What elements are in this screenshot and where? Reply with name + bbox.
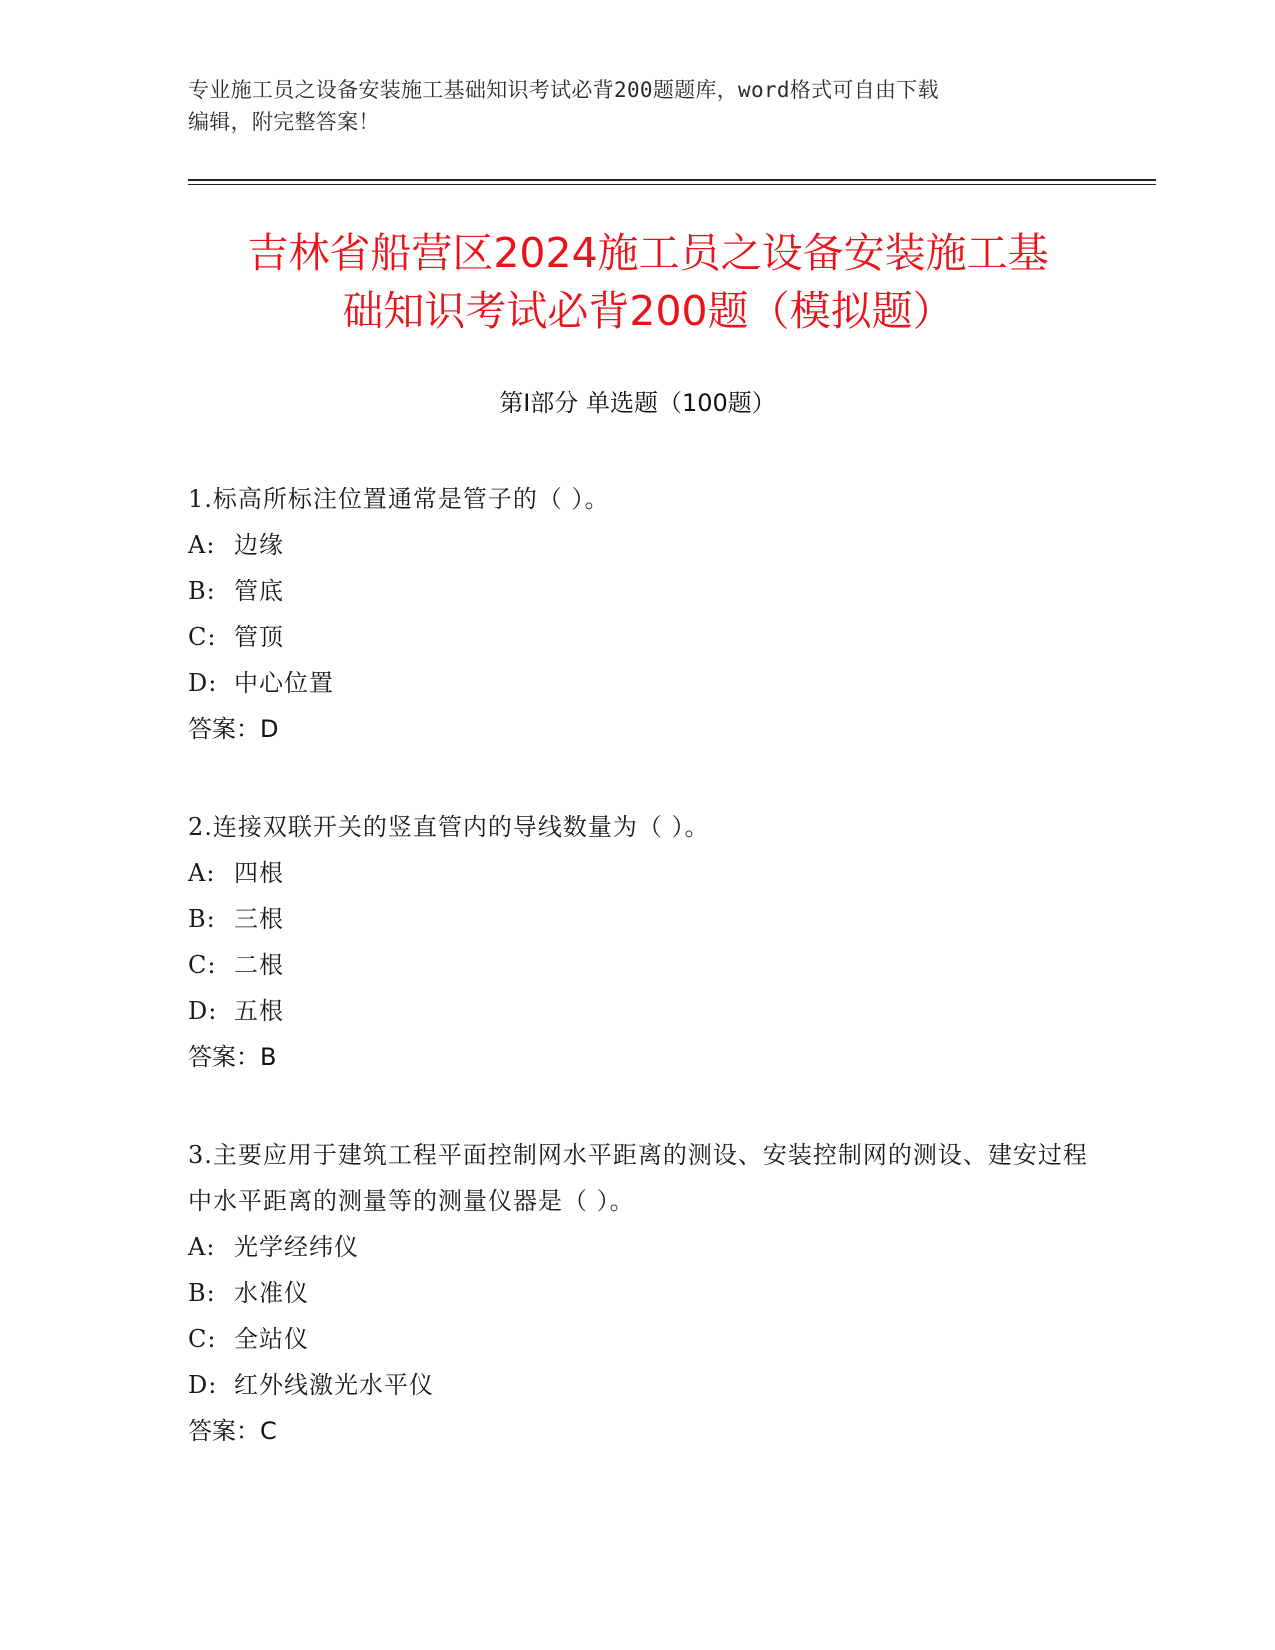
option-text: 五根 bbox=[234, 997, 284, 1025]
option-a bbox=[188, 1224, 1088, 1270]
option-text: 二根 bbox=[234, 951, 284, 979]
option-key: A: bbox=[188, 859, 216, 887]
header-note-line2: 编辑，附完整答案！ bbox=[188, 110, 380, 134]
option-text: 四根 bbox=[234, 859, 284, 887]
option-key: A: bbox=[188, 1233, 216, 1261]
document-title-line2: 础知识考试必背200题（模拟题） bbox=[342, 287, 954, 335]
question-list bbox=[188, 476, 1088, 1506]
question-item bbox=[188, 804, 1088, 1080]
option-c bbox=[188, 942, 1088, 988]
option-c bbox=[188, 614, 1088, 660]
document-title bbox=[188, 224, 1108, 340]
option-key: A: bbox=[188, 531, 216, 559]
question-stem: 2.连接双联开关的竖直管内的导线数量为（ ）。 bbox=[188, 813, 710, 841]
option-text: 全站仪 bbox=[234, 1325, 309, 1353]
option-text: 三根 bbox=[234, 905, 284, 933]
option-d bbox=[188, 988, 1088, 1034]
option-key: C: bbox=[188, 623, 217, 651]
document-title-line1: 吉林省船营区2024施工员之设备安装施工基 bbox=[247, 229, 1049, 277]
question-item bbox=[188, 1132, 1088, 1454]
answer-line: 答案：B bbox=[188, 1043, 277, 1071]
question-stem: 1.标高所标注位置通常是管子的（ ）。 bbox=[188, 485, 610, 513]
option-b bbox=[188, 568, 1088, 614]
option-key: D: bbox=[188, 669, 218, 697]
answer-line: 答案：C bbox=[188, 1417, 277, 1445]
option-key: D: bbox=[188, 997, 218, 1025]
header-divider-thick bbox=[188, 179, 1156, 181]
option-text: 红外线激光水平仪 bbox=[234, 1371, 434, 1399]
option-text: 边缘 bbox=[234, 531, 284, 559]
option-b bbox=[188, 896, 1088, 942]
answer-line: 答案：D bbox=[188, 715, 279, 743]
option-key: B: bbox=[188, 905, 216, 933]
option-d bbox=[188, 1362, 1088, 1408]
option-key: D: bbox=[188, 1371, 218, 1399]
option-text: 中心位置 bbox=[234, 669, 334, 697]
option-key: B: bbox=[188, 1279, 216, 1307]
option-text: 水准仪 bbox=[234, 1279, 309, 1307]
header-divider-thin bbox=[188, 184, 1156, 185]
question-stem: 3.主要应用于建筑工程平面控制网水平距离的测设、安装控制网的测设、建安过程中水平距离的测量等的测量仪器是（ ）。 bbox=[188, 1141, 1088, 1215]
option-d bbox=[188, 660, 1088, 706]
option-text: 管底 bbox=[234, 577, 284, 605]
header-note-line1: 专业施工员之设备安装施工基础知识考试必背200题题库，word格式可自由下载 bbox=[188, 78, 939, 102]
option-text: 光学经纬仪 bbox=[234, 1233, 359, 1261]
option-c bbox=[188, 1316, 1088, 1362]
option-a bbox=[188, 522, 1088, 568]
option-a bbox=[188, 850, 1088, 896]
question-item bbox=[188, 476, 1088, 752]
option-key: B: bbox=[188, 577, 216, 605]
option-key: C: bbox=[188, 1325, 217, 1353]
option-b bbox=[188, 1270, 1088, 1316]
option-key: C: bbox=[188, 951, 217, 979]
option-text: 管顶 bbox=[234, 623, 284, 651]
header-note bbox=[188, 74, 1068, 138]
section-heading: 第Ⅰ部分 单选题（100题） bbox=[499, 389, 776, 417]
